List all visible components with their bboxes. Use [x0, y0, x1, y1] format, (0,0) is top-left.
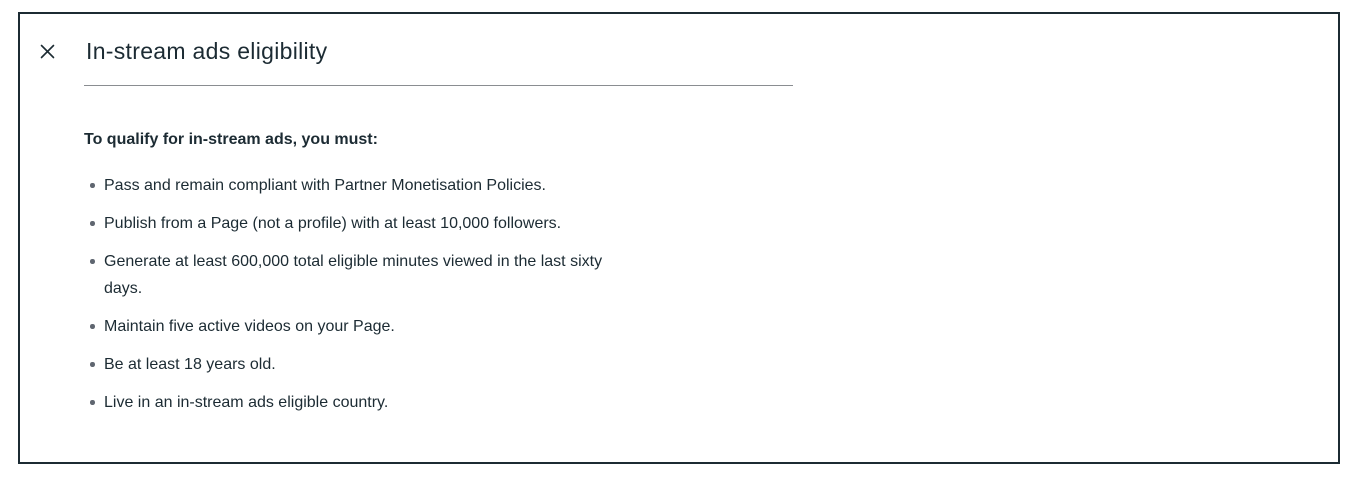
requirements-list	[84, 172, 1338, 416]
requirement-item: Publish from a Page (not a profile) with at least 10,000 followers.	[84, 210, 639, 237]
requirement-item: Live in an in-stream ads eligible country.	[84, 389, 639, 416]
requirement-item: Maintain five active videos on your Page.	[84, 313, 639, 340]
dialog-title: In-stream ads eligibility	[86, 38, 328, 64]
close-icon	[39, 43, 56, 60]
requirement-item: Be at least 18 years old.	[84, 351, 639, 378]
close-button[interactable]	[38, 43, 56, 61]
dialog-content	[84, 130, 1338, 416]
title-divider	[84, 85, 793, 86]
qualification-heading: To qualify for in-stream ads, you must:	[84, 131, 378, 148]
dialog-header	[20, 14, 1338, 65]
requirement-item: Generate at least 600,000 total eligible minutes viewed in the last sixty days.	[84, 248, 639, 302]
in-stream-ads-eligibility-dialog	[18, 12, 1340, 464]
requirement-item: Pass and remain compliant with Partner Monetisation Policies.	[84, 172, 639, 199]
